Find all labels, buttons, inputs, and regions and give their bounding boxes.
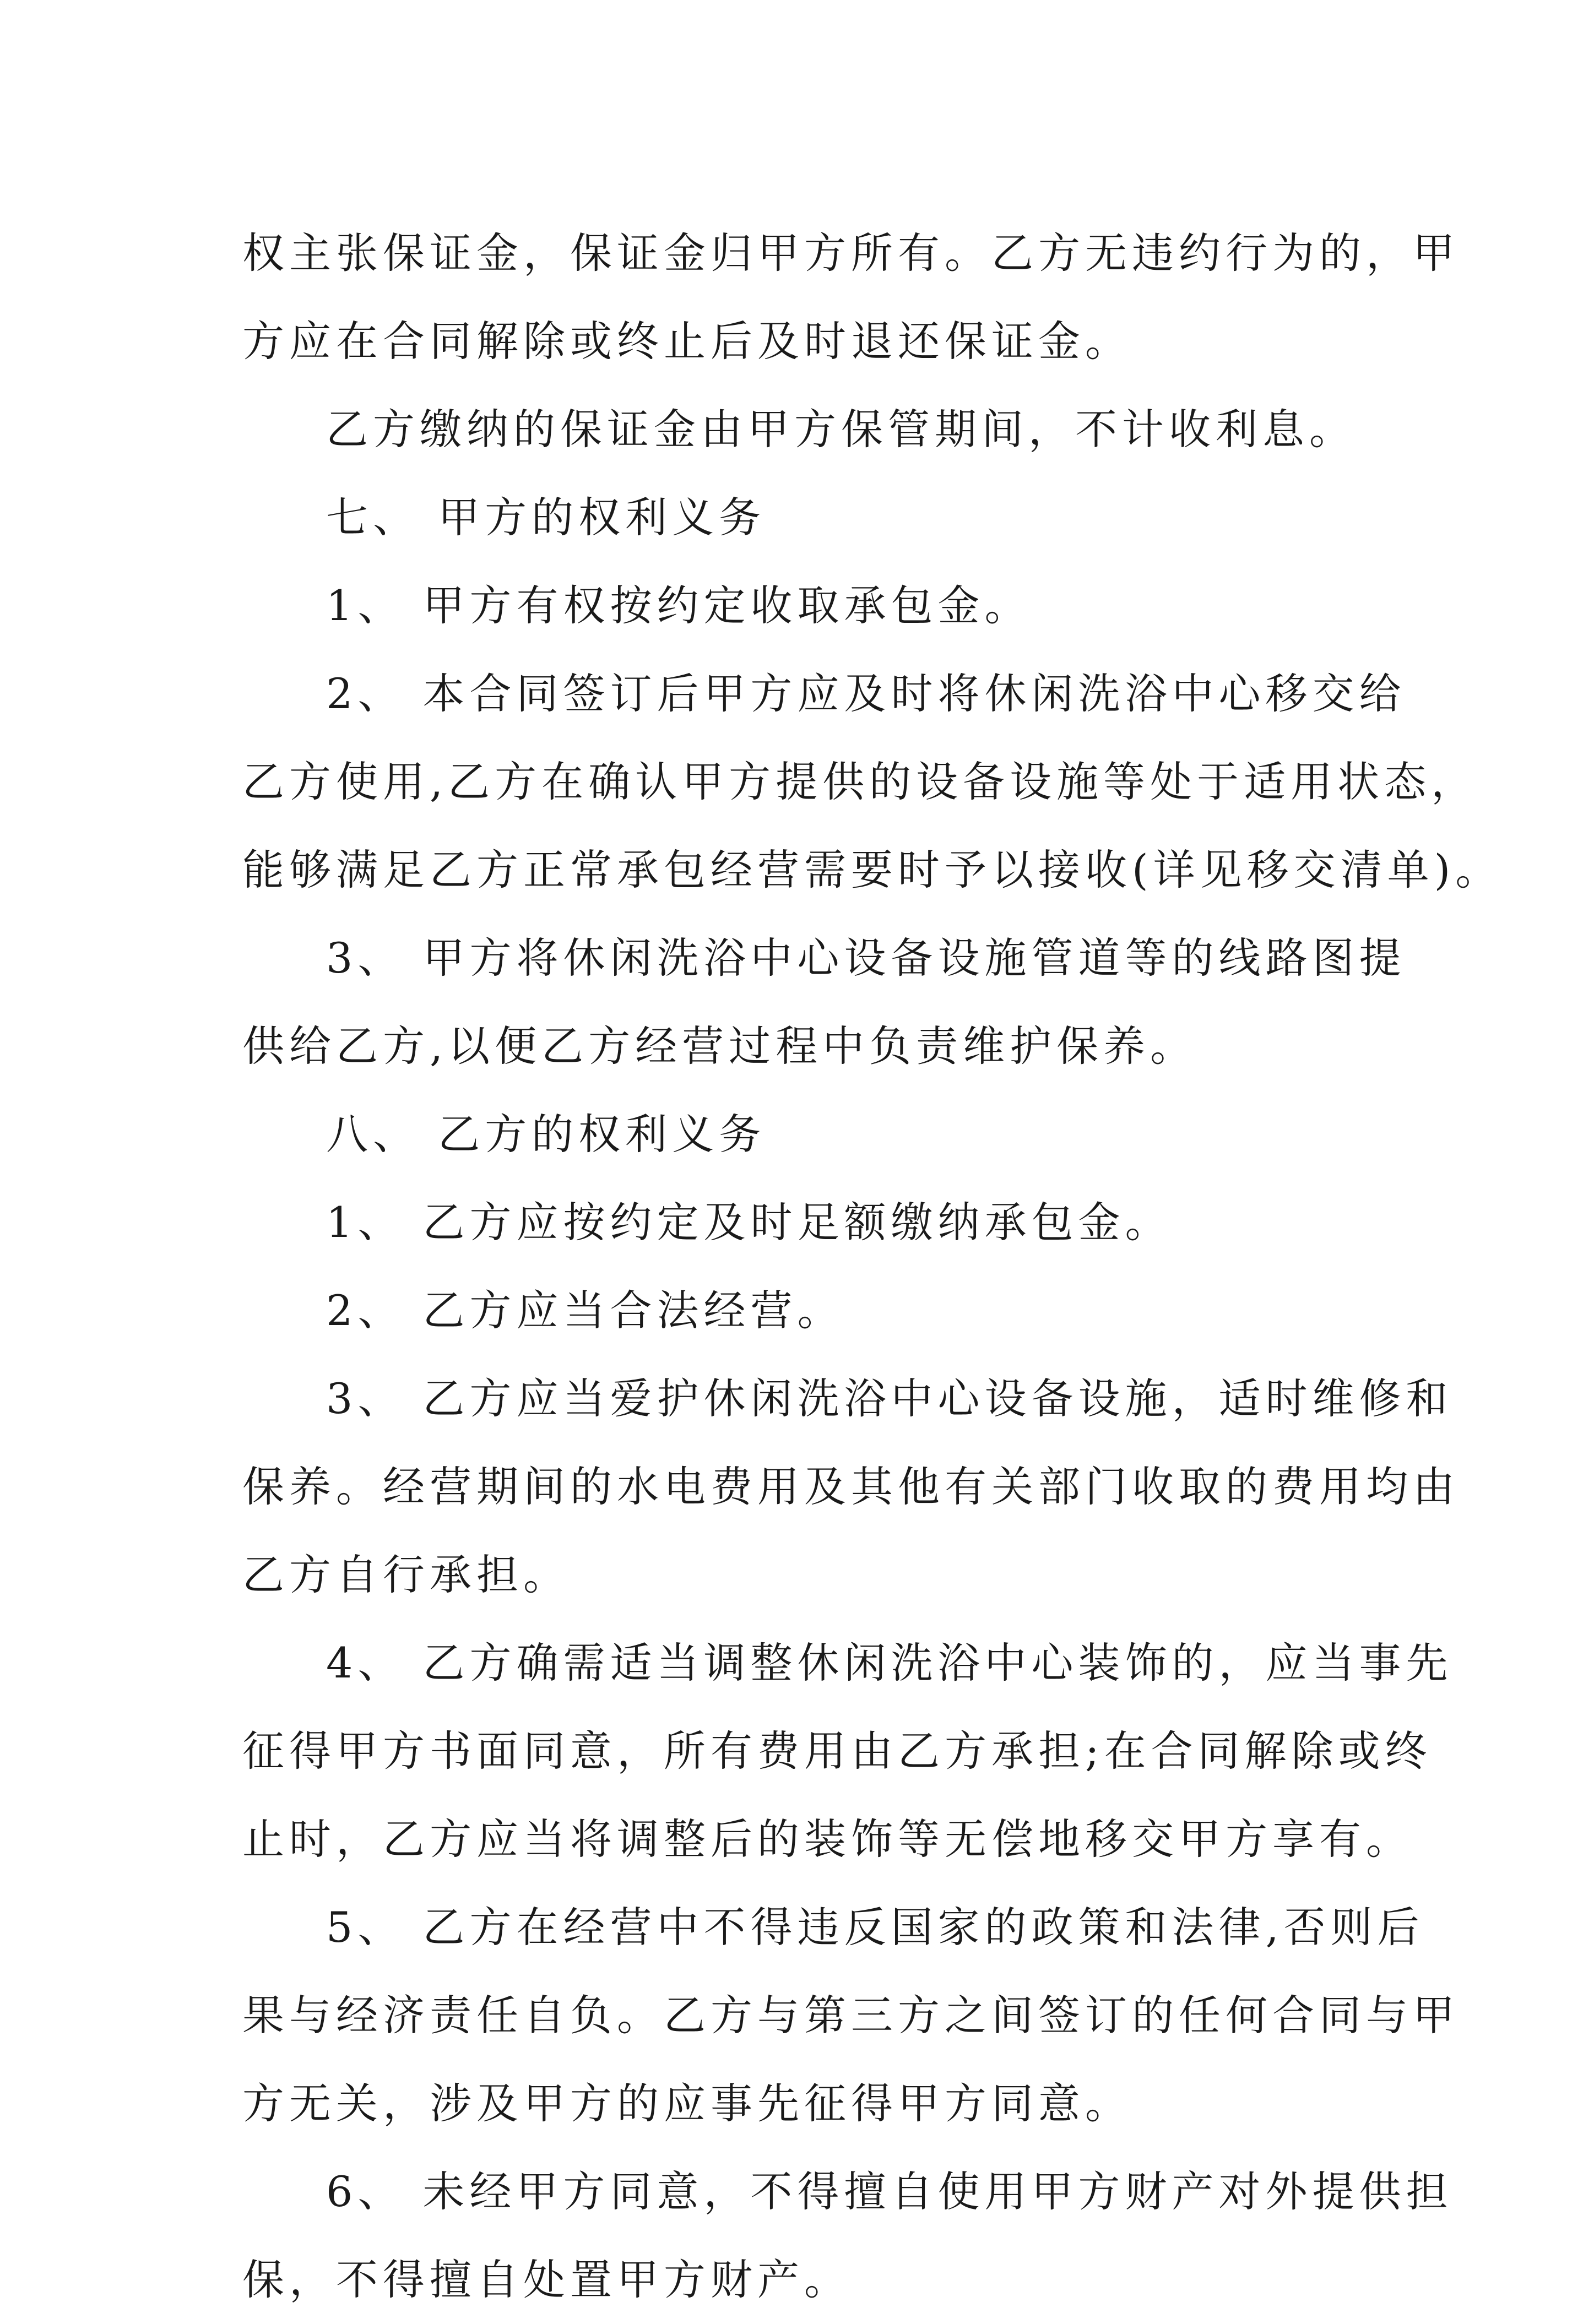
text-line: 方应在合同解除或终止后及时退还保证金。 (242, 317, 1132, 366)
text-line: 2、 本合同签订后甲方应及时将休闲洗浴中心移交给 (326, 669, 1406, 718)
text-line: 乙方使用,乙方在确认甲方提供的设备设施等处于适用状态， (242, 757, 1478, 806)
text-line: 保，不得擅自处置甲方财产。 (242, 2255, 851, 2304)
contract-text (242, 209, 1503, 2324)
text-line: 保养。经营期间的水电费用及其他有关部门收取的费用均由 (242, 1462, 1460, 1511)
text-line: 方无关，涉及甲方的应事先征得甲方同意。 (242, 2079, 1132, 2128)
text-line: 5、 乙方在经营中不得违反国家的政策和法律,否则后 (326, 1903, 1424, 1952)
text-line: 果与经济责任自负。乙方与第三方之间签订的任何合同与甲 (242, 1991, 1460, 2040)
text-line: 2、 乙方应当合法经营。 (326, 1286, 844, 1335)
text-line: 征得甲方书面同意，所有费用由乙方承担;在合同解除或终 (242, 1726, 1432, 1775)
text-line: 乙方缴纳的保证金由甲方保管期间，不计收利息。 (326, 405, 1356, 454)
text-line: 1、 甲方有权按约定收取承包金。 (326, 581, 1032, 630)
text-line: 6、 未经甲方同意，不得擅自使用甲方财产对外提供担 (326, 2167, 1453, 2216)
text-line: 3、 甲方将休闲洗浴中心设备设施管道等的线路图提 (326, 933, 1406, 982)
text-line: 3、 乙方应当爱护休闲洗浴中心设备设施，适时维修和 (326, 1374, 1453, 1423)
text-line: 能够满足乙方正常承包经营需要时予以接收(详见移交清单)。 (242, 845, 1503, 894)
text-line: 乙方自行承担。 (242, 1550, 570, 1599)
text-line: 1、 乙方应按约定及时足额缴纳承包金。 (326, 1198, 1172, 1247)
section-heading-7: 七、 甲方的权利义务 (326, 493, 766, 542)
text-line: 供给乙方,以便乙方经营过程中负责维护保养。 (242, 1022, 1197, 1071)
section-heading-8: 八、 乙方的权利义务 (326, 1110, 766, 1159)
text-line: 4、 乙方确需适当调整休闲洗浴中心装饰的，应当事先 (326, 1638, 1453, 1687)
text-line: 权主张保证金，保证金归甲方所有。乙方无违约行为的，甲 (242, 229, 1460, 278)
text-line: 止时，乙方应当将调整后的装饰等无偿地移交甲方享有。 (242, 1815, 1413, 1864)
